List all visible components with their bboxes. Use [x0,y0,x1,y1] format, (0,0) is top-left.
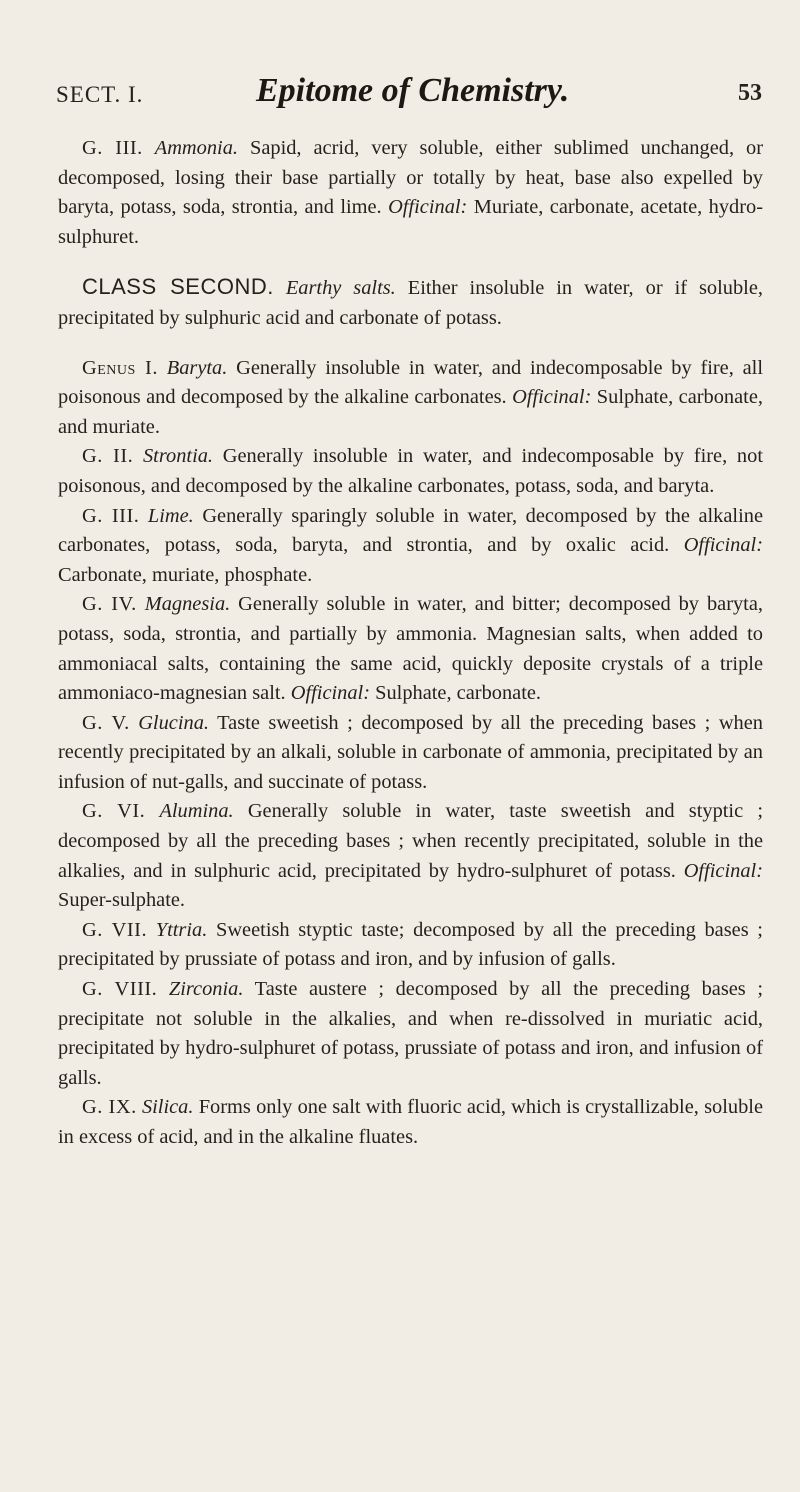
paragraph-lime [58,502,763,591]
page-number: 53 [738,80,762,106]
paragraph-alumina [58,797,763,915]
genus-label: G. IX. [82,1096,137,1119]
genus-name: Baryta. [166,356,228,379]
genus-label: G. VI. [82,800,146,823]
paragraph-text: Generally soluble in water, taste sweetish and styptic ; decomposed by all the preceding bases ; when recently precipitated, soluble in the alkalies, and in sulphuric acid, precipitated by hydro-sulphuret of potass. [58,800,763,882]
officinal-text: Sulphate, carbonate. [370,682,542,705]
paragraph-text: Generally insoluble in water, and indecomposable by fire, all poisonous and decomposed by the alkaline carbonates. [58,356,763,409]
genus-label: G. V. [82,711,130,734]
paragraph-text: Taste austere ; decomposed by all the preceding bases ; precipitate not soluble in the alkalies, and when re-dissolved in muriatic acid, precipitated by hydro-sulphuret of potass, prussiate of potass and iron, and infusion of galls. [58,978,763,1089]
officinal-text: Sulphate, carbonate, and muriate. [58,386,763,438]
paragraph-text: Generally insoluble in water, and indecomposable by fire, not poisonous, and decomposed by the alkaline carbonates, potass, soda, and baryta. [58,445,763,497]
paragraph-class-second [58,272,763,333]
page-body [58,134,763,1153]
paragraph-yttria [58,916,763,975]
genus-label: G. VII. [82,918,148,941]
class-heading: CLASS SECOND. [82,274,274,300]
paragraph-text: Generally sparingly soluble in water, decomposed by the alkaline carbonates, potass, soda, baryta, and strontia, and by oxalic acid. [58,504,763,557]
paragraph-strontia [58,442,763,501]
genus-label: G. III. [82,137,143,159]
officinal-text: Carbonate, muriate, phosphate. [58,563,313,586]
paragraph-text: Sweetish styptic taste; decomposed by all the preceding bases ; precipitated by prussiate of potass and iron, and by infusion of galls. [58,918,763,971]
paragraph-text: Taste sweetish ; decomposed by all the preceding bases ; when recently precipitated by an alkali, soluble in carbonate of ammonia, precipitated by an infusion of nut-galls, and succinate of potass. [58,711,763,793]
paragraph-glucina [58,709,763,798]
genus-name: Yttria. [155,918,208,941]
paragraph-baryta [58,354,763,443]
section-label: SECT. I. [56,82,144,107]
officinal-label: Officinal: [512,386,592,409]
genus-name: Alumina. [159,800,234,823]
paragraph-zirconia [58,975,763,1093]
paragraph-magnesia [58,590,763,708]
genus-name: Ammonia. [154,137,239,159]
paragraph-text: Sapid, acrid, very soluble, either sublimed unchanged, or decomposed, losing their base partially or totally by heat, base also expelled by baryta, potass, soda, strontia, and lime. [58,137,763,219]
genus-label: G. III. [82,504,140,527]
officinal-label: Officinal: [388,196,468,219]
genus-name: Zirconia. [168,978,244,1001]
paragraph-silica [58,1093,763,1152]
genus-label: G. II. [82,445,134,468]
running-title: Epitome of Chemistry. [256,72,570,109]
genus-label: G. VIII. [82,978,158,1001]
genus-name: Magnesia. [144,593,231,616]
paragraph-text: Either insoluble in water, or if soluble, precipitated by sulphuric acid and carbonate of potass. [58,277,763,329]
paragraph-text: Generally soluble in water, and bitter; decomposed by baryta, potass, soda, strontia, and partially by ammonia. Magnesian salts, when added to ammoniacal salts, containing the same acid, quickly deposite crystals of a triple ammoniaco-magnesian salt. [58,593,763,705]
officinal-label: Officinal: [683,534,763,557]
paragraph-ammonia [58,134,763,252]
officinal-text: Muriate, carbonate, acetate, hydro-sulphuret. [58,196,764,248]
officinal-label: Officinal: [290,682,371,705]
officinal-text: Super-sulphate. [58,889,186,912]
genus-name: Glucina. [138,711,209,734]
genus-name: Lime. [147,504,194,527]
paragraph-text: Forms only one salt with fluoric acid, which is crystallizable, soluble in excess of acid, and in the alkaline fluates. [58,1096,763,1148]
class-name: Earthy salts. [285,277,396,300]
genus-label: G. IV. [82,593,137,616]
genus-name: Silica. [141,1096,194,1119]
genus-label: Genus I. [82,356,158,379]
running-head [56,72,762,112]
genus-name: Strontia. [142,445,214,468]
officinal-label: Officinal: [683,859,763,882]
